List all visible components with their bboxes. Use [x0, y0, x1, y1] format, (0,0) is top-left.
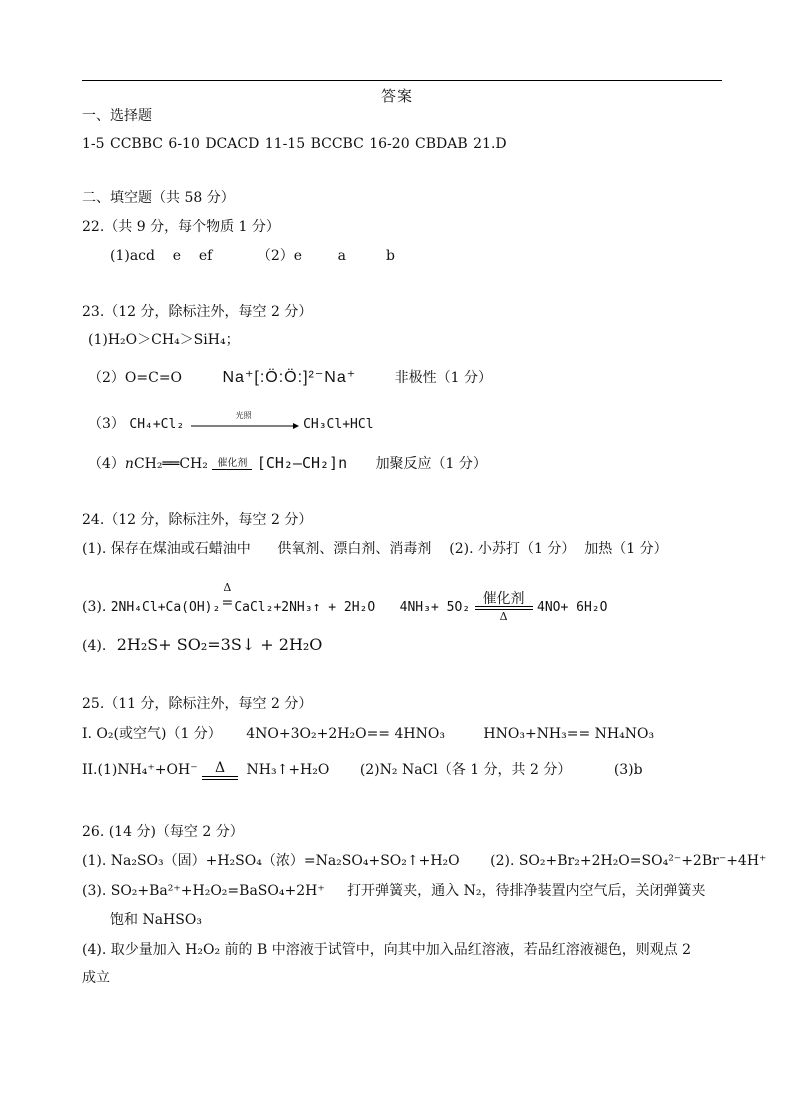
q23-answer-1	[88, 330, 240, 350]
q25-l2b: (2)N₂ NaCl（各 1 分，共 2 分）	[359, 762, 572, 778]
q26-l1b: (2). SO₂+Br₂+2H₂O=SO₄²⁻+2Br⁻+4H⁺	[490, 853, 767, 869]
q26-answer-3	[82, 881, 705, 901]
q23-l1: H₂O＞CH₄＞SiH₄；	[107, 332, 240, 348]
q26-answer-4b: 成立	[82, 970, 110, 986]
q23-l1-prefix: (1)	[88, 332, 108, 348]
q23-answer-4	[88, 453, 487, 474]
heat-sign-2	[202, 760, 238, 780]
q25-l1a: I. O₂(或空气)（1 分）	[82, 726, 222, 742]
catalyst-sign	[212, 459, 252, 470]
q24-l2-prefix: (3).	[82, 599, 107, 615]
q24-answer-3	[82, 582, 607, 624]
arrow-icon	[189, 422, 299, 430]
q23-l4-left: CH₂══CH₂	[133, 456, 208, 472]
catalyst-label: 催化剂	[217, 457, 248, 469]
q25-answer-1	[82, 724, 654, 744]
q26-l1a: (1). Na₂SO₃（固）+H₂SO₄（浓）=Na₂SO₄+SO₂↑+H₂O	[82, 853, 460, 869]
q22-heading: 22.（共 9 分，每个物质 1 分）	[82, 219, 280, 235]
q23-answer-3	[88, 411, 374, 435]
q25-l1c: HNO₃+NH₃== NH₄NO₃	[483, 726, 655, 742]
page-title: 答案	[380, 87, 413, 105]
section1-heading: 一、选择题	[82, 108, 152, 124]
q25-l2-prefix: II.(1)NH₄⁺+OH⁻	[82, 762, 198, 778]
heat-label: Δ	[223, 581, 232, 594]
heat-label-2: Δ	[215, 760, 226, 776]
section2-heading: 二、填空题（共 58 分）	[82, 190, 235, 206]
q25-l2-right: NH₃↑+H₂O	[246, 762, 330, 778]
choice-answers: 1-5 CCBBC 6-10 DCACD 11-15 BCCBC 16-20 CBDAB 21.D	[82, 136, 507, 152]
heat-sign: Δ =	[221, 581, 234, 611]
q26-answer-3b: 饱和 NaHSO₃	[110, 912, 202, 928]
reaction-arrow	[189, 411, 299, 434]
heat-bottom-label: Δ	[499, 610, 508, 623]
q24-heading: 24.（12 分，除标注外，每空 2 分）	[82, 512, 313, 528]
q24-eq3: 2H₂S+ SO₂=3S↓ + 2H₂O	[116, 635, 323, 654]
q24-answer-4	[82, 635, 322, 656]
q24-l3-prefix: (4).	[82, 638, 107, 654]
na2o2-electron-formula: Na⁺[:Ö:Ö:]²⁻Na⁺	[222, 369, 357, 386]
q24-eq1-right: CaCl₂+2NH₃↑ + 2H₂O	[234, 600, 376, 615]
q26-l2a: (3). SO₂+Ba²⁺+H₂O₂=BaSO₄+2H⁺	[82, 883, 325, 899]
q22-answer: (1)acd e ef （2）e a b	[110, 248, 395, 264]
catalyst-top-label: 催化剂	[482, 590, 525, 606]
header-rule	[82, 80, 722, 81]
q25-l1b: 4NO+3O₂+2H₂O== 4HNO₃	[246, 726, 445, 742]
q25-l2c: (3)b	[613, 762, 643, 778]
q23-l2-note: 非极性（1 分）	[394, 370, 492, 386]
q23-heading: 23.（12 分，除标注外，每空 2 分）	[82, 304, 313, 320]
q25-heading: 25.（11 分，除标注外，每空 2 分）	[82, 696, 313, 712]
q26-answer-1	[82, 851, 766, 871]
q26-heading: 26. (14 分)（每空 2 分）	[82, 824, 244, 840]
q26-l2b: 打开弹簧夹，通入 N₂，待排净装置内空气后，关闭弹簧夹	[347, 883, 706, 899]
q24-eq2-left: 4NH₃+ 5O₂	[399, 600, 471, 615]
q23-l4-n: n	[124, 456, 134, 472]
polymer-formula: [CH₂—CH₂]n	[256, 454, 348, 472]
q23-l4-note: 加聚反应（1 分）	[375, 456, 487, 472]
arrow-condition: 光照	[235, 411, 252, 420]
q25-answer-2	[82, 760, 643, 780]
q23-answer-2	[88, 368, 492, 388]
q23-l4-prefix: （4）	[88, 456, 125, 472]
q24-answer-1: (1). 保存在煤油或石蜡油中 供氧剂、漂白剂、消毒剂 (2). 小苏打（1 分） 加热（1 分）	[82, 541, 668, 557]
q26-answer-4: (4). 取少量加入 H₂O₂ 前的 B 中溶液于试管中，向其中加入品红溶液，若品红溶液褪色，则观点 2	[82, 942, 692, 958]
q23-l3-left: CH₄+Cl₂	[129, 417, 185, 432]
q24-eq2-right: 4NO+ 6H₂O	[537, 600, 608, 615]
q23-l3-right: CH₃Cl+HCl	[303, 417, 374, 432]
catalyst-heat-sign	[475, 590, 533, 624]
q23-l2-prefix: （2）O=C=O	[88, 370, 183, 386]
q23-l3-prefix: （3）	[88, 416, 125, 432]
q24-eq1-left: 2NH₄Cl+Ca(OH)₂	[110, 600, 221, 615]
